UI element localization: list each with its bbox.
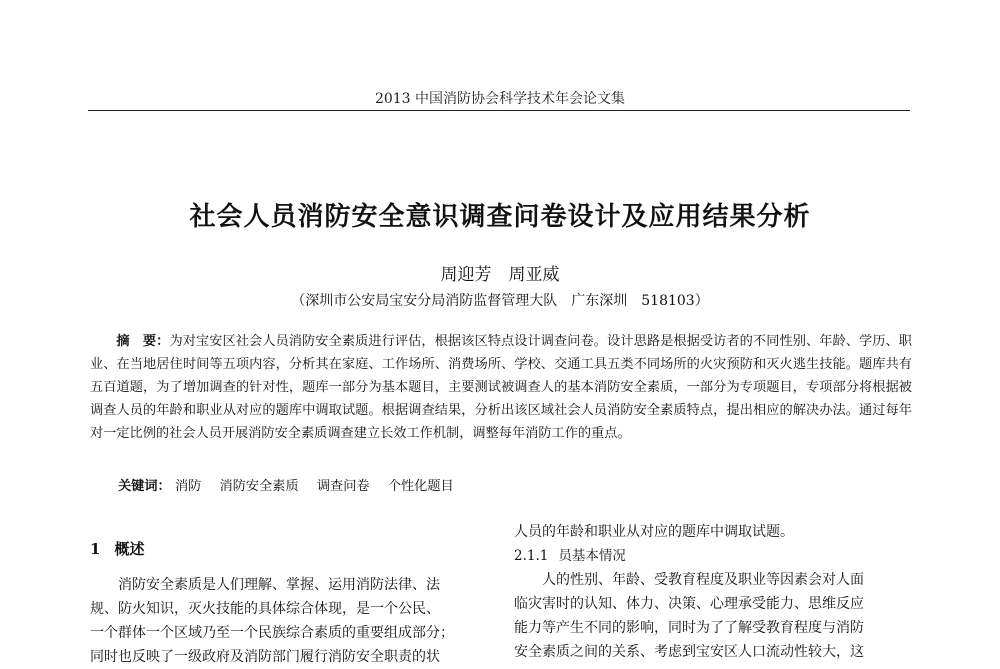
body-line: 临灾害时的认知、体力、决策、心理承受能力、思维反应 (514, 596, 864, 612)
subsection-heading (514, 544, 914, 568)
subsection-number: 2.1.1 (514, 548, 549, 564)
abstract-label: 摘 要： (116, 334, 170, 349)
keywords (118, 475, 898, 494)
keywords-label: 关键词： (118, 479, 171, 494)
section-heading (90, 538, 490, 559)
keyword: 调查问卷 (316, 479, 370, 494)
abstract (90, 330, 912, 445)
body-line: 一个群体一个区域乃至一个民族综合素质的重要组成部分； (90, 625, 454, 641)
section-number: 1 (90, 540, 101, 558)
right-column (514, 520, 914, 664)
body-line: 人的性别、年龄、受教育程度及职业等因素会对人面 (542, 572, 864, 588)
affiliation: （深圳市公安局宝安分局消防监督管理大队 广东深圳 518103） (291, 293, 709, 309)
abstract-text: 为对宝安区社会人员消防安全素质进行评估，根据该区特点设计调查问卷。设计思路是根据受访者的不同性别、年龄、学历、职业、在当地居住时间等五项内容，分析其在家庭、工作场所、消费场所、学校、交通工具五类不同场所的火灾预防和灭火逃生技能。题库共有五百道题，为了增加调查的针对性，题库一部分为基本题目，主要测试被调查人的基本消防安全素质，一部分为专项题目，专项部分将根据被调查人员的年龄和职业从对应的题库中调取试题。根据调查结果，分析出该区域社会人员消防安全素质特点，提出相应的解决办法。通过每年对一定比例的社会人员开展消防安全素质调查建立长效工作机制，调整每年消防工作的重点。 (90, 334, 912, 441)
running-head: 2013 中国消防协会科学技术年会论文集 (374, 91, 626, 107)
header-rule (88, 110, 910, 111)
paper-title: 社会人员消防安全意识调查问卷设计及应用结果分析 (189, 202, 811, 232)
body-line: 能力等产生不同的影响，同时为了了解受教育程度与消防 (514, 620, 864, 636)
body-line: 安全素质之间的关系、考虑到宝安区人口流动性较大，这 (514, 644, 864, 660)
keyword: 消防 (174, 479, 202, 494)
body-line: 人员的年龄和职业从对应的题库中调取试题。 (514, 524, 794, 540)
keyword: 个性化题目 (387, 479, 454, 494)
authors: 周迎芳 周亚威 (440, 265, 560, 285)
section-title: 概述 (114, 540, 145, 558)
subsection-title: 员基本情况 (558, 548, 626, 564)
keyword: 消防安全素质 (219, 479, 299, 494)
left-column (90, 528, 490, 669)
body-line: 同时也反映了一级政府及消防部门履行消防安全职责的状 (90, 649, 440, 665)
body-line: 消防安全素质是人们理解、掌握、运用消防法律、法 (118, 577, 440, 593)
body-line: 规、防火知识，灭火技能的具体综合体现，是一个公民、 (90, 601, 440, 617)
